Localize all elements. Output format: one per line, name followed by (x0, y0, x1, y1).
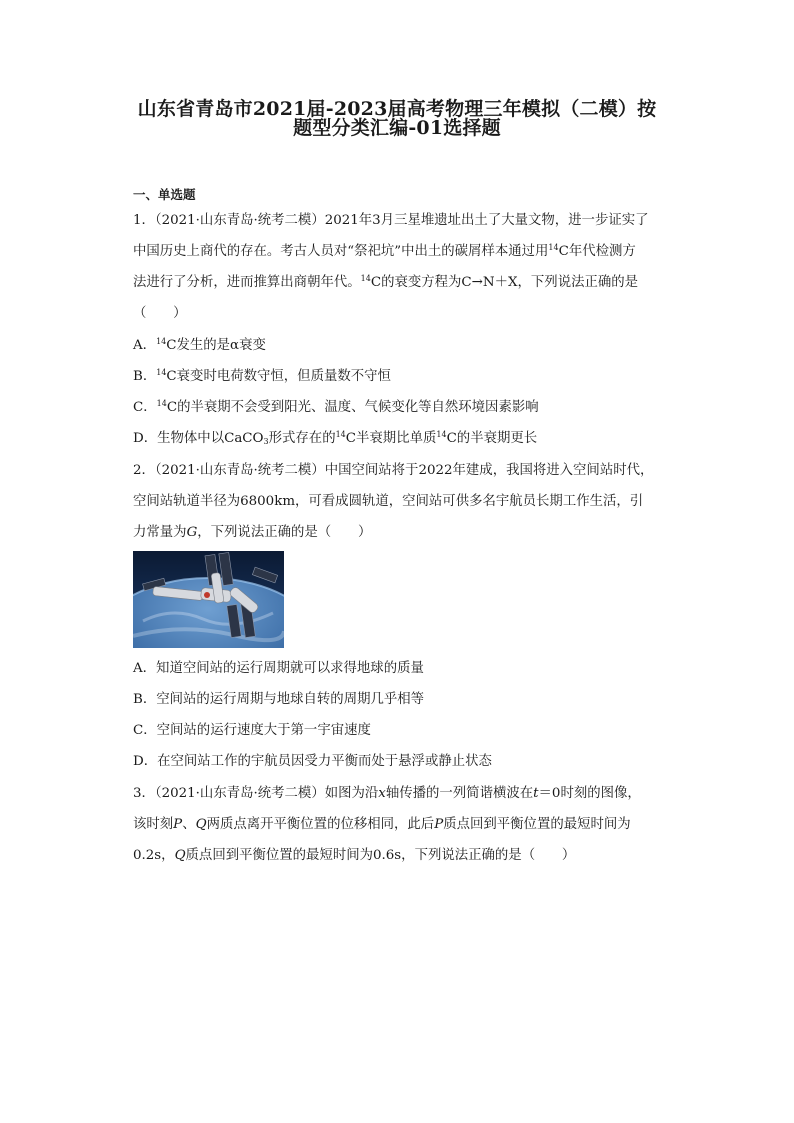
document-title-line-2: 题型分类汇编-01选择题 (293, 117, 501, 139)
q1-option-c: C．$^{14}$C的半衰期不会受到阳光、温度、气候变化等自然环境因素影响 (133, 399, 539, 415)
q2-line-1: 2．（2021·山东青岛·统考二模）中国空间站将于2022年建成，我国将进入空间站时代， (133, 463, 654, 478)
q3-line-3: 0.2s，Q质点回到平衡位置的最短时间为0.6s，下列说法正确的是（ ） (133, 848, 576, 863)
space-station-image (133, 551, 284, 648)
q1-line-3: 法进行了分析，进而推算出商朝年代。$^{14}$C的衰变方程为C→N＋X，下列说法正确的是 (133, 274, 639, 290)
q1-line-4: （ ） (133, 306, 187, 321)
document-title-line-1: 山东省青岛市2021届-2023届高考物理三年模拟（二模）按 (137, 98, 657, 120)
q1-line-1: 1．（2021·山东青岛·统考二模）2021年3月三星堆遗址出土了大量文物，进一步证实了 (133, 213, 649, 228)
q2-line-2: 空间站轨道半径为6800km，可看成圆轨道，空间站可供多名宇航员长期工作生活，引 (133, 494, 644, 509)
q1-line-2: 中国历史上商代的存在。考古人员对“祭祀坑”中出土的碳屑样本通过用$^{14}$C年代检测方 (133, 243, 636, 259)
q3-line-1: 3．（2021·山东青岛·统考二模）如图为沿x轴传播的一列简谐横波在t＝0时刻的图像， (133, 786, 641, 801)
q1-option-d: D．生物体中以CaCO$_3$形式存在的$^{14}$C半衰期比单质$^{14}$C的半衰期更长 (133, 430, 538, 446)
q1-option-a: A．$^{14}$C发生的是α衰变 (133, 337, 266, 353)
q2-option-a: A．知道空间站的运行周期就可以求得地球的质量 (133, 661, 424, 676)
section-heading: 一、单选题 (133, 187, 196, 202)
q2-line-3: 力常量为G，下列说法正确的是（ ） (133, 525, 372, 540)
q2-option-b: B．空间站的运行周期与地球自转的周期几乎相等 (133, 692, 425, 707)
q2-option-d: D．在空间站工作的宇航员因受力平衡而处于悬浮或静止状态 (133, 754, 492, 769)
q2-option-c: C．空间站的运行速度大于第一宇宙速度 (133, 723, 371, 738)
q3-line-2: 该时刻P、Q两质点离开平衡位置的位移相同，此后P质点回到平衡位置的最短时间为 (133, 817, 631, 832)
q1-option-b: B．$^{14}$C衰变时电荷数守恒，但质量数不守恒 (133, 368, 391, 384)
